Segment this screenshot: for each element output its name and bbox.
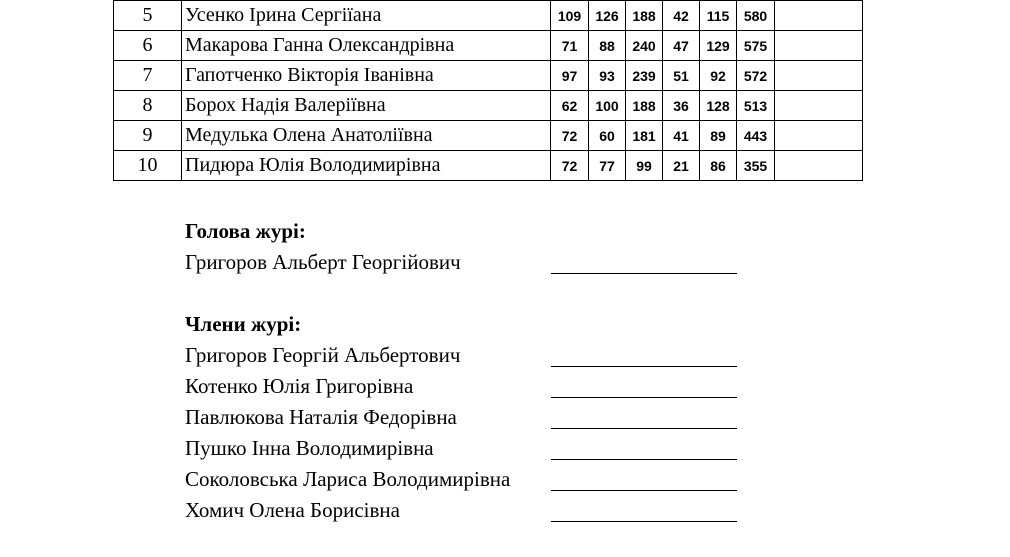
- total-score-cell: 355: [737, 151, 775, 181]
- results-table: [113, 0, 863, 181]
- score-cell: 188: [626, 1, 663, 31]
- score-cell: 129: [700, 31, 737, 61]
- jury-chair-line: [185, 250, 737, 276]
- rank-cell: 7: [114, 61, 182, 91]
- jury-member-line: [185, 467, 737, 493]
- jury-chair-name: Григоров Альберт Георгійович: [185, 250, 461, 274]
- signature-line: [551, 366, 737, 367]
- total-score-cell: 443: [737, 121, 775, 151]
- empty-cell: [775, 151, 863, 181]
- table-row: [114, 61, 863, 91]
- score-cell: 21: [663, 151, 700, 181]
- jury-member-name: Пушко Інна Володимирівна: [185, 436, 434, 460]
- score-cell: 72: [551, 151, 589, 181]
- signature-line: [551, 490, 737, 491]
- signature-line: [551, 397, 737, 398]
- score-cell: 47: [663, 31, 700, 61]
- signature-line: [551, 521, 737, 522]
- table-row: [114, 91, 863, 121]
- table-row: [114, 121, 863, 151]
- signature-line: [551, 273, 737, 274]
- score-cell: 88: [589, 31, 626, 61]
- score-cell: 100: [589, 91, 626, 121]
- score-cell: 181: [626, 121, 663, 151]
- participant-name-cell: Гапотченко Вікторія Іванівна: [182, 61, 551, 91]
- score-cell: 188: [626, 91, 663, 121]
- total-score-cell: 575: [737, 31, 775, 61]
- score-cell: 72: [551, 121, 589, 151]
- score-cell: 36: [663, 91, 700, 121]
- participant-name-cell: Пидюра Юлія Володимирівна: [182, 151, 551, 181]
- total-score-cell: 572: [737, 61, 775, 91]
- score-cell: 128: [700, 91, 737, 121]
- score-cell: 97: [551, 61, 589, 91]
- empty-cell: [775, 121, 863, 151]
- score-cell: 240: [626, 31, 663, 61]
- jury-member-name: Григоров Георгій Альбертович: [185, 343, 461, 367]
- participant-name-cell: Медулька Олена Анатоліївна: [182, 121, 551, 151]
- score-cell: 42: [663, 1, 700, 31]
- rank-cell: 6: [114, 31, 182, 61]
- empty-cell: [775, 61, 863, 91]
- jury-member-line: [185, 343, 737, 369]
- jury-member-name: Павлюкова Наталія Федорівна: [185, 405, 457, 429]
- signature-line: [551, 428, 737, 429]
- total-score-cell: 580: [737, 1, 775, 31]
- jury-member-name: Соколовська Лариса Володимирівна: [185, 467, 511, 491]
- score-cell: 99: [626, 151, 663, 181]
- participant-name-cell: Усенко Ірина Сергіїана: [182, 1, 551, 31]
- score-cell: 51: [663, 61, 700, 91]
- rank-cell: 8: [114, 91, 182, 121]
- rank-cell: 10: [114, 151, 182, 181]
- score-cell: 60: [589, 121, 626, 151]
- jury-member-name: Хомич Олена Борисівна: [185, 498, 400, 522]
- jury-member-line: [185, 498, 737, 524]
- score-cell: 71: [551, 31, 589, 61]
- score-cell: 77: [589, 151, 626, 181]
- score-cell: 86: [700, 151, 737, 181]
- total-score-cell: 513: [737, 91, 775, 121]
- table-row: [114, 1, 863, 31]
- score-cell: 93: [589, 61, 626, 91]
- score-cell: 62: [551, 91, 589, 121]
- rank-cell: 5: [114, 1, 182, 31]
- jury-chair-heading: Голова журі:: [185, 219, 306, 243]
- score-cell: 239: [626, 61, 663, 91]
- score-cell: 109: [551, 1, 589, 31]
- participant-name-cell: Борох Надія Валеріївна: [182, 91, 551, 121]
- jury-member-line: [185, 374, 737, 400]
- empty-cell: [775, 31, 863, 61]
- table-row: [114, 31, 863, 61]
- jury-member-line: [185, 405, 737, 431]
- score-cell: 115: [700, 1, 737, 31]
- score-cell: 126: [589, 1, 626, 31]
- score-cell: 41: [663, 121, 700, 151]
- jury-members-heading: Члени журі:: [185, 312, 302, 336]
- empty-cell: [775, 91, 863, 121]
- jury-member-line: [185, 436, 737, 462]
- jury-member-name: Котенко Юлія Григорівна: [185, 374, 414, 398]
- signature-line: [551, 459, 737, 460]
- score-cell: 92: [700, 61, 737, 91]
- score-cell: 89: [700, 121, 737, 151]
- rank-cell: 9: [114, 121, 182, 151]
- table-row: [114, 151, 863, 181]
- empty-cell: [775, 1, 863, 31]
- participant-name-cell: Макарова Ганна Олександрівна: [182, 31, 551, 61]
